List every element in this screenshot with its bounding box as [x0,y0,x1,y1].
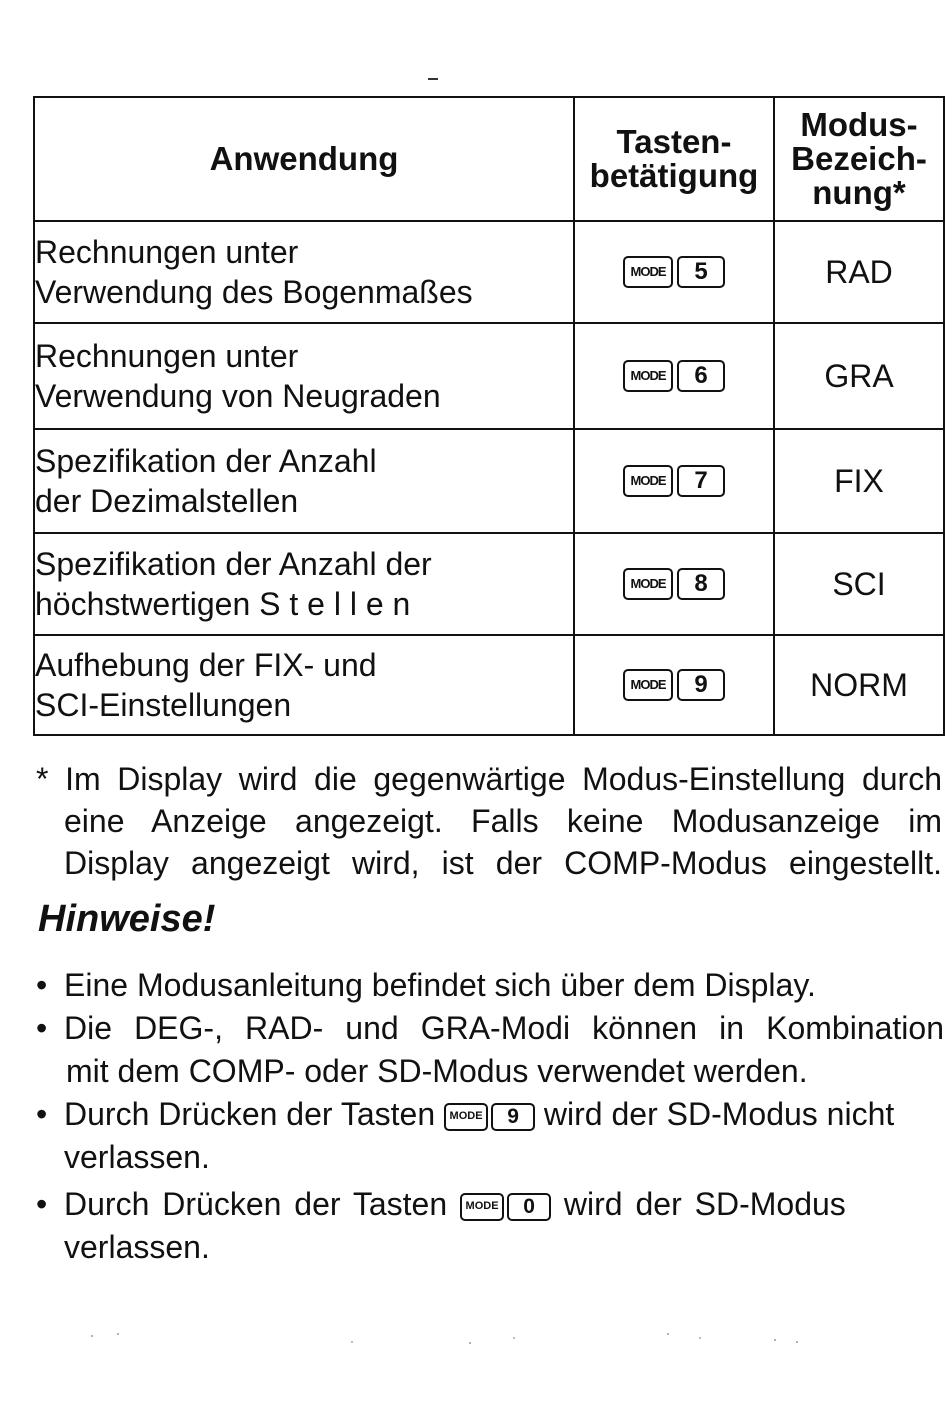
application-line: Rechnungen unter [35,338,299,374]
speck [796,1341,798,1343]
notes-list [36,964,944,1269]
scan-specks [0,1330,950,1350]
number-key: 0 [507,1193,551,1221]
header-keys-line: Tasten- [616,123,732,160]
note-text: Durch Drücken der Tasten [64,1186,448,1222]
header-mode-line: Bezeich- [791,140,927,177]
list-item [36,1093,944,1179]
header-mode-line: Modus- [800,106,918,143]
keys-cell [574,323,774,429]
mode-cell: RAD [774,221,944,323]
speck [774,1339,776,1341]
footnote-line: Display angezeigt wird, ist der COMP-Modus eingestellt. [64,845,942,881]
header-keys-line: betätigung [589,157,759,194]
keys-cell [574,429,774,533]
table-row [34,429,944,533]
mode-cell: FIX [774,429,944,533]
application-line: SCI-Einstellungen [35,687,292,723]
application-line: Aufhebung der FIX- und [35,647,377,683]
number-key: 6 [677,360,725,392]
mode-key: MODE [623,568,673,600]
speck [513,1337,515,1339]
application-line: Rechnungen unter [35,234,299,270]
application-line: Verwendung des Bogenmaßes [35,274,473,310]
header-application: Anwendung [34,97,574,221]
page-mark [428,78,438,80]
list-item [36,964,944,1007]
note-text: Durch Drücken der Tasten [64,1096,436,1132]
note-line [64,1183,944,1226]
application-line: der Dezimalstellen [35,483,299,519]
application-cell [34,635,574,735]
note-text: verlassen. [64,1139,210,1175]
mode-key: MODE [623,669,673,701]
note-text: Eine Modusanleitung befindet sich über dem Display. [64,967,816,1003]
notes-heading: Hinweise! [38,898,216,940]
number-key: 9 [491,1103,535,1131]
table-row [34,323,944,429]
speck [91,1335,93,1337]
application-cell [34,323,574,429]
header-keys [574,97,774,221]
list-item [36,1183,944,1269]
bullet-icon: • [36,1096,48,1132]
speck [469,1342,471,1344]
list-item [36,1007,944,1093]
note-text: wird der SD-Modus [563,1186,846,1222]
speck [351,1341,353,1343]
footnote-line: eine Anzeige angezeigt. Falls keine Modusanzeige im [64,803,942,839]
speck [667,1333,669,1335]
mode-cell: NORM [774,635,944,735]
footnote-line: * Im Display wird die gegenwärtige Modus-Einstellung durch [36,761,942,797]
number-key: 7 [677,465,725,497]
mode-cell: SCI [774,533,944,635]
application-line: Spezifikation der Anzahl der [35,546,432,582]
keys-cell [574,635,774,735]
note-text: Die DEG-, RAD- und GRA-Modi können in Kombination [64,1010,944,1046]
keys-cell [574,533,774,635]
keys-cell [574,221,774,323]
mode-key: MODE [444,1103,488,1131]
application-cell [34,429,574,533]
mode-cell: GRA [774,323,944,429]
note-text: mit dem COMP- oder SD-Modus verwendet werden. [66,1053,808,1089]
application-line: höchstwertigen S t e l l e n [35,586,411,622]
footnote [36,758,942,884]
note-text: wird der SD-Modus nicht [543,1096,895,1132]
application-cell [34,221,574,323]
table-row [34,533,944,635]
mode-key: MODE [623,360,673,392]
mode-key: MODE [623,256,673,288]
bullet-icon: • [36,1010,48,1046]
number-key: 9 [677,669,725,701]
application-line: Verwendung von Neugraden [35,378,441,414]
mode-table [33,96,945,736]
mode-key: MODE [623,465,673,497]
note-line [64,1093,944,1136]
mode-key: MODE [460,1193,504,1221]
speck [699,1337,701,1339]
header-mode-name [774,97,944,221]
speck [117,1333,119,1335]
number-key: 5 [677,256,725,288]
bullet-icon: • [36,1186,48,1222]
bullet-icon: • [36,967,48,1003]
application-cell [34,533,574,635]
table-header-row [34,97,944,221]
number-key: 8 [677,568,725,600]
note-text: verlassen. [64,1229,210,1265]
application-line: Spezifikation der Anzahl [35,443,377,479]
table-row [34,635,944,735]
table-row [34,221,944,323]
header-mode-line: nung* [812,174,906,211]
